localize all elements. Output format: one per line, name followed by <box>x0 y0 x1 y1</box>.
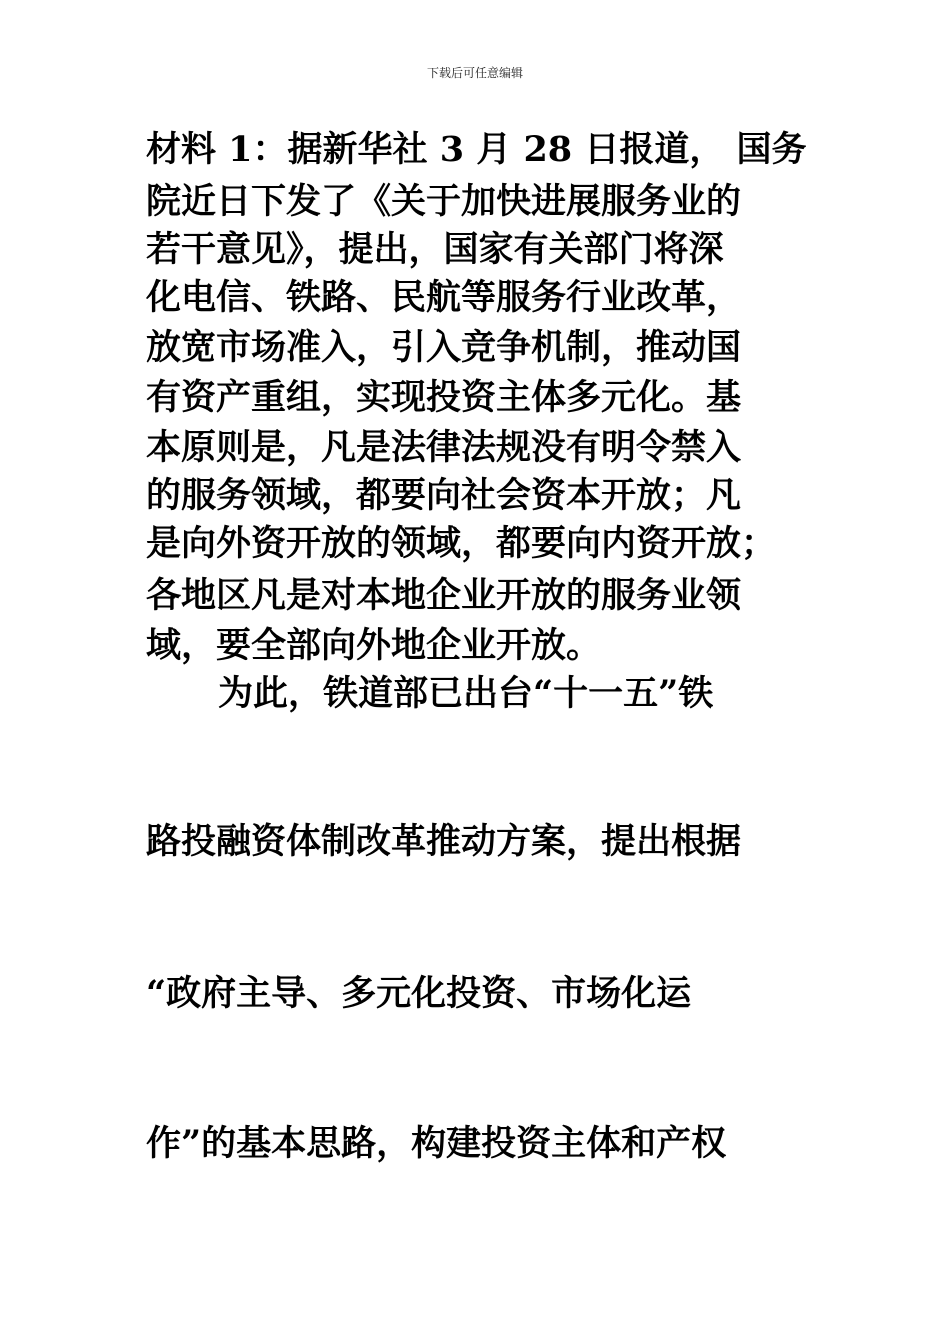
paragraph-2-line: 为此，铁道部已出台“十一五”铁 <box>218 673 714 714</box>
paragraph-1-line: 有资产重组，实现投资主体多元化。基 <box>146 377 742 418</box>
paragraph-1-line: 是向外资开放的领域，都要向内资开放； <box>146 523 777 564</box>
page-header: 下载后可任意编辑 <box>426 66 523 80</box>
paragraph-1-line: 各地区凡是对本地企业开放的服务业领 <box>146 575 742 616</box>
paragraph-1-line: 的服务领域，都要向社会资本开放；凡 <box>146 475 742 516</box>
paragraph-2-line: 路投融资体制改革推动方案，提出根据 <box>146 821 742 862</box>
paragraph-1-line: 化电信、铁路、民航等服务行业改革， <box>146 277 742 318</box>
paragraph-2-line: “政府主导、多元化投资、市场化运 <box>146 973 692 1014</box>
paragraph-1-line: 本原则是，凡是法律法规没有明令禁入 <box>146 427 742 468</box>
paragraph-1-line: 材料 1：据新华社 3 月 28 日报道， 国务 <box>146 129 807 170</box>
paragraph-1-line: 放宽市场准入，引入竞争机制，推动国 <box>146 327 742 368</box>
paragraph-2-line: 作”的基本思路，构建投资主体和产权 <box>146 1123 727 1164</box>
paragraph-1-line: 院近日下发了《关于加快进展服务业的 <box>146 181 742 222</box>
paragraph-1-line: 若干意见》，提出，国家有关部门将深 <box>146 229 724 270</box>
paragraph-1-line: 域，要全部向外地企业开放。 <box>146 625 602 666</box>
